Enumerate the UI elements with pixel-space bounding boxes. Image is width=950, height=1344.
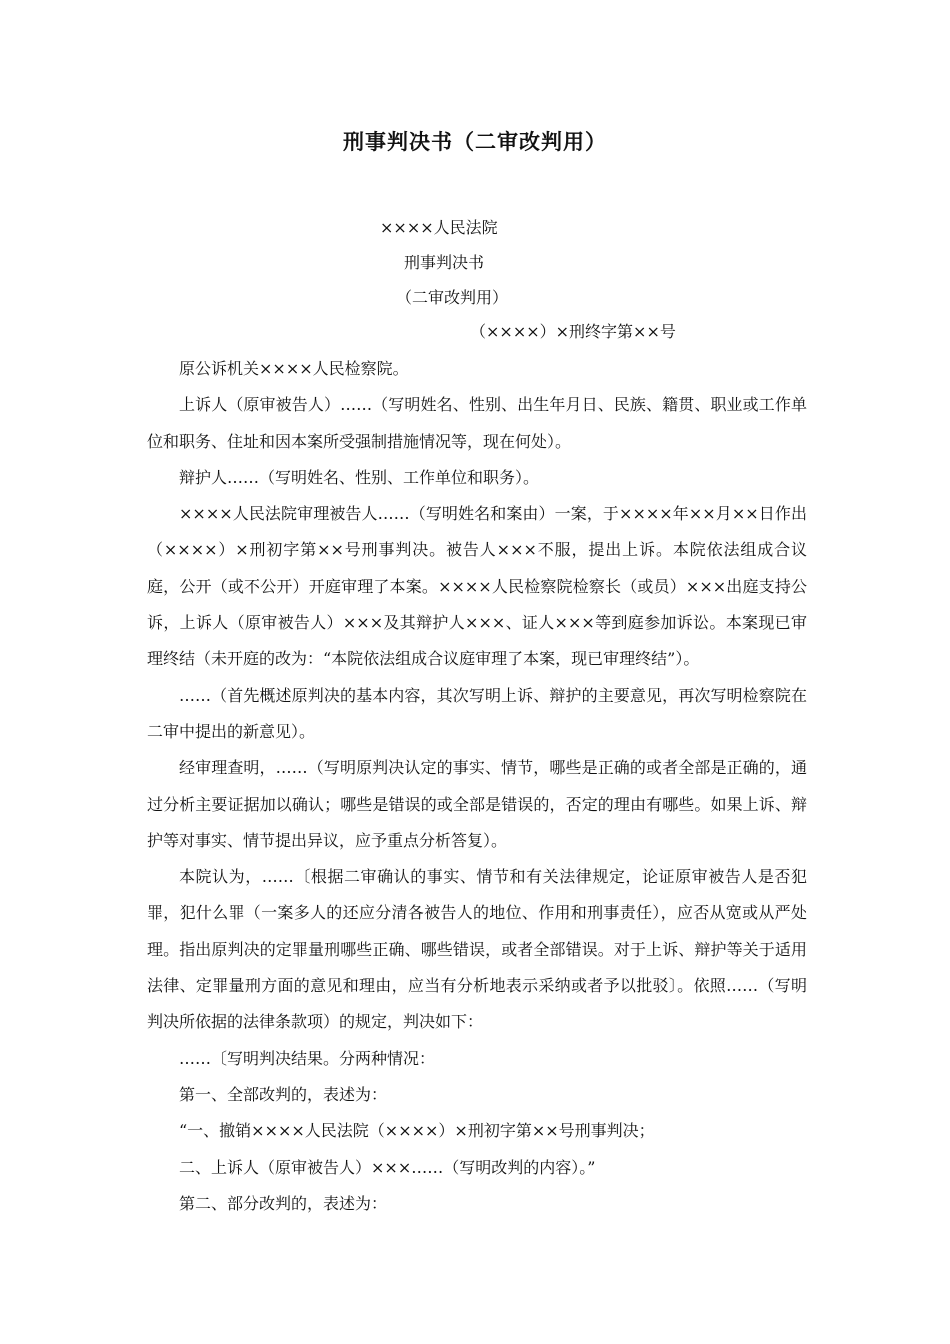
court-name: ××××人民法院 — [380, 218, 498, 237]
paragraph-defender: 辩护人……（写明姓名、性别、工作单位和职务）。 — [179, 467, 540, 487]
paragraph-revision-item-1: “一、撤销××××人民法院（××××）×刑初字第××号刑事判决； — [179, 1121, 655, 1141]
paragraph-case-history: ××××人民法院审理被告人……（写明姓名和案由）一案，于××××年××月××日作出（××××）×刑初字第××号刑事判决。被告人×××不服，提出上诉。本院依法组成合议庭，公开（或不公开）开庭审理了本案。××××人民检察院检察长（或员）×××出庭支持公诉，上诉人（原审被告人）×××及其辩护人×××、证人×××等到庭参加诉讼。本案现已审理终结（未开庭的改为：“本院依法组成合议庭审理了本案，现已审理终结”）。 — [147, 504, 807, 669]
paragraph-prosecutor: 原公诉机关××××人民检察院。 — [179, 359, 409, 378]
paragraph-judgment-result: ……〔写明判决结果。分两种情况： — [179, 1048, 436, 1068]
paragraph-summary: ……（首先概述原判决的基本内容，其次写明上诉、辩护的主要意见，再次写明检察院在二审中提出的新意见）。 — [147, 685, 807, 741]
document-subtitle: （二审改判用） — [396, 288, 509, 307]
document-body — [147, 351, 807, 1222]
paragraph-revision-item-2: 二、上诉人（原审被告人）×××……（写明改判的内容）。” — [179, 1157, 596, 1177]
paragraph-appellant: 上诉人（原审被告人）……（写明姓名、性别、出生年月日、民族、籍贯、职业或工作单位和职务、住址和因本案所受强制措施情况等，现在何处）。 — [147, 395, 807, 451]
paragraph-court-opinion: 本院认为，……〔根据二审确认的事实、情节和有关法律规定，论证原审被告人是否犯罪，犯什么罪（一案多人的还应分清各被告人的地位、作用和刑事责任），应否从宽或从严处理。指出原判决的定罪量刑哪些正确、哪些错误，或者全部错误。对于上诉、辩护等关于适用法律、定罪量刑方面的意见和理由，应当有分析地表示采纳或者予以批驳〕。依照……（写明判决所依据的法律条款项）的规定，判决如下： — [147, 867, 807, 1032]
paragraph-partial-revision: 第二、部分改判的，表述为： — [179, 1193, 388, 1213]
paragraph-full-revision: 第一、全部改判的，表述为： — [179, 1084, 388, 1104]
document-title: 刑事判决书（二审改判用） — [343, 130, 607, 154]
case-number: （××××）×刑终字第××号 — [470, 322, 676, 341]
paragraph-findings: 经审理查明，……（写明原判决认定的事实、情节，哪些是正确的或者全部是正确的，通过分析主要证据加以确认；哪些是错误的或全部是错误的，否定的理由有哪些。如果上诉、辩护等对事实、情节提出异议，应予重点分析答复）。 — [147, 758, 807, 850]
document-kind: 刑事判决书 — [404, 253, 485, 272]
